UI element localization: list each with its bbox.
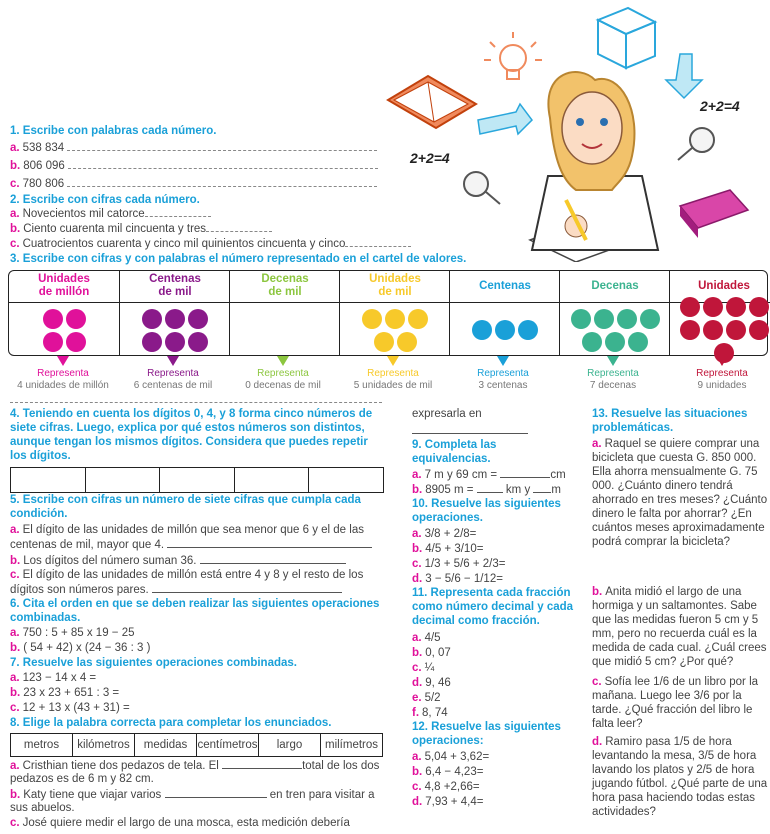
q12-title: 12. Resuelve las siguientes operaciones: [412, 721, 561, 747]
girl-illustration [380, 0, 770, 262]
q12-item-b: b. 6,4 − 4,23= [412, 766, 484, 778]
represent-label: Representa [367, 368, 419, 379]
counter-dot [680, 320, 700, 340]
answer-line[interactable] [200, 553, 346, 564]
q5-title: 5. Escribe con cifras un número de siete cifras que cumpla cada condición. [10, 494, 361, 520]
closed-book-icon [680, 190, 748, 238]
q13-item-a: a. Raquel se quiere comprar una bicicleta que cuesta G. 850 000. Ella ahorra mensualmente G. 75 000. ¿Cuánto dinero tendrá ahorrado en tres meses? ¿Cuánto dinero le falta por ahorrar? ¿En cuántos meses aproximadamente podrá comprar la bicicleta? [592, 438, 768, 548]
represent-value: 9 unidades [697, 380, 747, 391]
counter-dot [703, 297, 723, 317]
place-value-header: Unidades de mil [369, 273, 421, 298]
place-value-label [668, 356, 770, 392]
counter-dots [340, 305, 450, 355]
q11-item-d: d. 9, 46 [412, 677, 451, 689]
word-option[interactable]: kilómetros [72, 734, 134, 756]
word-option[interactable]: metros [23, 739, 60, 751]
place-value-label [338, 356, 448, 392]
counter-dot [605, 332, 625, 352]
q7-title: 7. Resuelve las siguientes operaciones combinadas. [10, 657, 297, 669]
q11-item-f: f. 8, 74 [412, 707, 448, 719]
q8-item-c: c. José quiere medir el largo de una mosca, esta medición debería [10, 817, 350, 829]
q8-item-b: b. Katy tiene que viajar varios en tren para visitar a [10, 789, 375, 801]
grid-cell[interactable] [11, 468, 85, 492]
q13-item-c: c. Sofía lee 1/6 de un libro por la mañana. Luego lee 3/6 por la tarde. ¿Qué fracción del libro le falta leer? [592, 676, 759, 730]
represent-label: Representa [257, 368, 309, 379]
represent-value: 6 centenas de mil [133, 380, 213, 391]
q1-item-b: b. 806 096 [10, 159, 378, 173]
place-value-table [8, 270, 768, 356]
q6-item-a: a. 750 : 5 + 85 x 19 − 25 [10, 627, 135, 639]
answer-line[interactable] [500, 467, 550, 478]
counter-dots [560, 305, 670, 355]
q13-item-d: d. Ramiro pasa 1/5 de hora levantando la mesa, 3/5 de hora lavando los platos y 2/5 de hora jugando fútbol. ¿Qué parte de una hora pasa haciendo todas estas actividades? [592, 736, 768, 818]
equation-left: 2+2=4 [410, 150, 450, 166]
counter-dot [165, 332, 185, 352]
grid-cell[interactable] [159, 468, 234, 492]
word-option[interactable]: largo [258, 734, 320, 756]
place-value-label [8, 356, 118, 392]
arrow-down-icon [666, 54, 702, 98]
q12-item-a: a. 5,04 + 3,62= [412, 751, 490, 763]
counter-dot [495, 320, 515, 340]
counter-dot [188, 332, 208, 352]
girl [532, 72, 658, 250]
divider [10, 402, 382, 403]
counter-dot [640, 309, 660, 329]
q3-title: 3. Escribe con cifras y con palabras el número representado en el cartel de valores. [10, 253, 467, 265]
q1-title: 1. Escribe con palabras cada número. [10, 125, 217, 137]
counter-dot [703, 320, 723, 340]
place-value-column [559, 271, 670, 355]
place-value-header: Centenas [479, 280, 531, 292]
represent-label: Representa [477, 368, 529, 379]
q4-title: 4. Teniendo en cuenta los dígitos 0, 4, y 8 forma cinco números de siete cifras. Luego, explica por qué estos números son distintos, aunque tengan los mismos dígitos. Considera que puedes repetir los dígitos. [10, 408, 373, 462]
q11-item-b: b. 0, 07 [412, 647, 451, 659]
q10-title: 10. Resuelve las siguientes operaciones. [412, 498, 561, 524]
q9-title: 9. Completa las equivalencias. [412, 439, 497, 465]
counter-dot [617, 309, 637, 329]
q7-item-a: a. 123 − 14 x 4 = [10, 672, 97, 684]
counter-dots [230, 305, 340, 355]
counter-dot [628, 332, 648, 352]
arrow-icon [478, 104, 532, 134]
counter-dot [362, 309, 382, 329]
counter-dot [374, 332, 394, 352]
place-value-column [9, 271, 119, 355]
q2-item-a: a. Novecientos mil catorce [10, 207, 211, 221]
represent-value: 0 decenas de mil [245, 380, 321, 391]
counter-dot [594, 309, 614, 329]
grid-cell[interactable] [85, 468, 160, 492]
counter-dots [450, 305, 560, 355]
open-book-icon [388, 76, 476, 128]
q2-title: 2. Escribe con cifras cada número. [10, 194, 200, 206]
counter-dot [397, 332, 417, 352]
place-value-column [119, 271, 230, 355]
answer-line[interactable] [477, 482, 503, 493]
place-value-header: Centenas de mil [149, 273, 201, 298]
q9-item-a: a. 7 m y 69 cm = cm [412, 469, 566, 481]
equation-right: 2+2=4 [700, 98, 740, 114]
q12-item-c: c. 4,8 +2,66= [412, 781, 480, 793]
q2-item-b: b. Ciento cuarenta mil cincuenta y tres [10, 222, 272, 236]
q11-item-a: a. 4/5 [412, 632, 441, 644]
grid-cell[interactable] [308, 468, 383, 492]
place-value-header: Unidades [698, 280, 750, 292]
q5-item-a: a. El dígito de las unidades de millón que sea menor que 6 y el de las centenas de mil, mayor que 4. [10, 523, 382, 552]
represent-value: 4 unidades de millón [17, 380, 109, 391]
q12-item-d: d. 7,93 + 4,4= [412, 796, 484, 808]
q1-item-a: a. 538 834 [10, 141, 377, 155]
counter-dot [66, 309, 86, 329]
q5-item-b: b. Los dígitos del número suman 36. [10, 553, 346, 568]
counter-dot [66, 332, 86, 352]
q4-number-grid[interactable] [10, 467, 384, 493]
q10-item-d: d. 3 − 5/6 − 1/12= [412, 573, 503, 585]
represent-value: 3 centenas [478, 380, 528, 391]
answer-line[interactable] [412, 433, 528, 434]
answer-line[interactable] [165, 787, 267, 798]
triangle-marker [277, 356, 289, 366]
triangle-marker [607, 356, 619, 366]
counter-dot [165, 309, 185, 329]
counter-dots [120, 305, 230, 355]
counter-dot [385, 309, 405, 329]
q11-title: 11. Representa cada fracción como número decimal y cada decimal como fracción. [412, 587, 574, 627]
triangle-marker [716, 356, 728, 366]
counter-dot [749, 297, 769, 317]
represent-value: 5 unidades de mil [353, 380, 433, 391]
counter-dot [726, 297, 746, 317]
answer-line[interactable] [222, 758, 302, 769]
q11-item-c: c. ¼ [412, 662, 435, 674]
answer-line[interactable] [145, 207, 211, 217]
counter-dot [749, 320, 769, 340]
counter-dot [726, 320, 746, 340]
triangle-marker [387, 356, 399, 366]
answer-line[interactable] [67, 141, 377, 151]
q13-title: 13. Resuelve las situaciones problemáticas. [592, 408, 748, 434]
word-option[interactable]: centímetros [196, 734, 258, 756]
place-value-column [449, 271, 560, 355]
q8-item-b-cont: sus abuelos. [10, 802, 75, 814]
answer-line[interactable] [167, 537, 372, 548]
answer-line[interactable] [345, 237, 411, 247]
represent-label: Representa [37, 368, 89, 379]
counter-dot [680, 297, 700, 317]
place-value-label [558, 356, 668, 392]
answer-line[interactable] [68, 159, 378, 169]
place-value-column [229, 271, 340, 355]
counter-dot [43, 309, 63, 329]
q8-word-bank [10, 733, 383, 757]
answer-line[interactable] [533, 482, 551, 493]
counter-dot [518, 320, 538, 340]
lightbulb-icon [484, 32, 542, 79]
q7-item-b: b. 23 x 23 + 651 : 3 = [10, 687, 120, 699]
word-option[interactable]: medidas [134, 734, 196, 756]
q10-item-b: b. 4/5 + 3/10= [412, 543, 484, 555]
counter-dots [670, 305, 770, 355]
counter-dot [472, 320, 492, 340]
q2-item-c: c. Cuatrocientos cuarenta y cinco mil quinientos cincuenta y cinco [10, 237, 411, 251]
place-value-header: Decenas de mil [261, 273, 309, 298]
counter-dot [188, 309, 208, 329]
q6-item-b: b. ( 54 + 42) x (24 − 36 : 3 ) [10, 642, 151, 654]
triangle-marker [167, 356, 179, 366]
represent-label: Representa [696, 368, 748, 379]
counter-dot [408, 309, 428, 329]
answer-line[interactable] [67, 177, 377, 187]
q9-item-b: b. 8905 m = km y m [412, 484, 561, 496]
place-value-header: Decenas [591, 280, 639, 292]
q10-item-a: a. 3/8 + 2/8= [412, 528, 477, 540]
represent-label: Representa [147, 368, 199, 379]
q13-item-b: b. Anita midió el largo de una hormiga y un saltamontes. Sabe que las medidas fueron 5 cm y 5 mm, pero no recuerda cuál es la medida de cada cual. ¿Cuál crees que midió 5 cm? ¿Por qué? [592, 586, 767, 668]
represent-value: 7 decenas [589, 380, 637, 391]
triangle-marker [497, 356, 509, 366]
counter-dots [9, 305, 119, 355]
q7-item-c: c. 12 + 13 x (43 + 31) = [10, 702, 130, 714]
q8-item-a: a. Cristhian tiene dos pedazos de tela. El total de los dos [10, 760, 380, 772]
counter-dot [571, 309, 591, 329]
represent-label: Representa [587, 368, 639, 379]
q5-item-c: c. El dígito de las unidades de millón está entre 4 y 8 y el resto de los dígitos son números pares. [10, 569, 364, 596]
counter-dot [43, 332, 63, 352]
place-value-column [339, 271, 450, 355]
illustration [380, 0, 770, 262]
q11-item-e: e. 5/2 [412, 692, 441, 704]
counter-dot [582, 332, 602, 352]
word-option[interactable]: milímetros [320, 734, 382, 756]
q8-title: 8. Elige la palabra correcta para completar los enunciados. [10, 717, 332, 729]
counter-dot [142, 309, 162, 329]
cube-icon [598, 8, 655, 68]
place-value-label [228, 356, 338, 392]
triangle-marker [57, 356, 69, 366]
place-value-column [669, 271, 770, 355]
answer-line[interactable] [152, 582, 342, 593]
q10-item-c: c. 1/3 + 5/6 + 2/3= [412, 558, 506, 570]
place-value-label [118, 356, 228, 392]
grid-cell[interactable] [234, 468, 309, 492]
q6-title: 6. Cita el orden en que se deben realizar las siguientes operaciones combinadas. [10, 598, 380, 624]
q8-item-a-cont: pedazos es de 6 m y 82 cm. [10, 773, 154, 785]
place-value-header: Unidades de millón [38, 273, 90, 298]
q1-item-c: c. 780 806 [10, 177, 377, 191]
answer-line[interactable] [206, 222, 272, 232]
q8-item-c-cont: expresarla en [412, 408, 482, 420]
place-value-label [448, 356, 558, 392]
counter-dot [142, 332, 162, 352]
